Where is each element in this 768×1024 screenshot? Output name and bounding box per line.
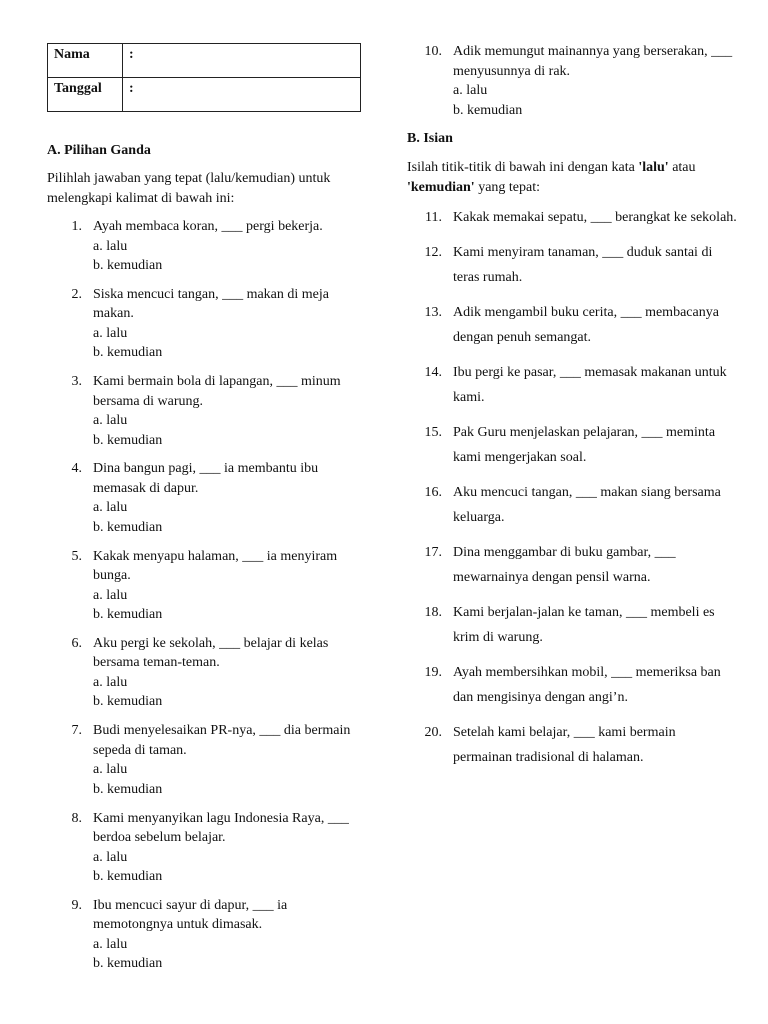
question-item [47, 547, 365, 625]
question-text: Kami menyanyikan lagu Indonesia Raya, ___ berdoa sebelum belajar. [93, 810, 349, 846]
question-number: 12. [424, 244, 442, 260]
question-text: Ayah membersihkan mobil, ___ memeriksa ban dan mengisinya dengan angi’n. [453, 664, 721, 705]
option-b[interactable]: b. kemudian [93, 869, 163, 885]
question-number: 5. [71, 548, 82, 564]
fill-in-item [407, 660, 737, 711]
keyword-lalu: 'lalu' [638, 160, 669, 175]
question-text: Kami menyiram tanaman, ___ duduk santai di teras rumah. [453, 244, 713, 285]
section-a-instruction: Pilihlah jawaban yang tepat (lalu/kemudian) untuk melengkapi kalimat di bawah ini: [47, 171, 331, 206]
question-number: 16. [424, 484, 442, 500]
question-text: Ibu pergi ke pasar, ___ memasak makanan untuk kami. [453, 364, 727, 405]
option-a[interactable]: a. lalu [93, 762, 128, 778]
question-number: 10. [424, 44, 442, 59]
section-a-title: A. Pilihan Ganda [47, 143, 151, 158]
fill-in-item [407, 480, 737, 531]
question-text: Kami berjalan-jalan ke taman, ___ membeli es krim di warung. [453, 604, 715, 645]
question-number: 2. [71, 286, 82, 302]
question-item [47, 809, 365, 887]
section-b-instruction [407, 158, 727, 197]
question-text: Dina bangun pagi, ___ ia membantu ibu memasak di dapur. [93, 461, 319, 496]
option-a[interactable]: a. lalu [93, 413, 128, 429]
option-a[interactable]: a. lalu [93, 325, 128, 341]
instruction-text-pre: Isilah titik-titik di bawah ini dengan kata [407, 160, 639, 175]
question-text: Dina menggambar di buku gambar, ___ mewarnainya dengan pensil warna. [453, 544, 676, 585]
question-number: 15. [424, 424, 442, 440]
question-number: 3. [71, 374, 82, 390]
option-a[interactable]: a. lalu [453, 83, 488, 98]
question-number: 13. [424, 304, 442, 320]
option-a[interactable]: a. lalu [93, 674, 128, 690]
date-label: Tanggal [48, 78, 123, 112]
date-field[interactable]: : [123, 78, 361, 112]
fill-in-list [407, 205, 737, 780]
fill-in-item [407, 360, 737, 411]
question-number: 19. [424, 664, 442, 680]
fill-in-item [407, 205, 737, 231]
fill-in-item [407, 300, 737, 351]
question-item [47, 721, 365, 799]
multiple-choice-list-continued [407, 42, 737, 120]
question-text: Kakak memakai sepatu, ___ berangkat ke sekolah. [453, 210, 737, 225]
question-item [407, 42, 737, 120]
question-number: 1. [71, 219, 82, 234]
option-a[interactable]: a. lalu [93, 849, 128, 865]
question-item [47, 634, 365, 712]
option-a[interactable]: a. lalu [93, 936, 128, 952]
option-a[interactable]: a. lalu [93, 587, 128, 603]
question-number: 11. [425, 210, 442, 225]
question-text: Ayah membaca koran, ___ pergi bekerja. [93, 219, 323, 234]
identity-table [47, 43, 361, 112]
question-number: 8. [71, 810, 82, 826]
question-text: Pak Guru menjelaskan pelajaran, ___ meminta kami mengerjakan soal. [453, 424, 716, 465]
question-text: Adik mengambil buku cerita, ___ membacanya dengan penuh semangat. [453, 304, 719, 345]
question-text: Kami bermain bola di lapangan, ___ minum bersama di warung. [93, 374, 341, 409]
question-number: 6. [71, 635, 82, 651]
question-number: 14. [424, 364, 442, 380]
instruction-text-post: yang tepat: [474, 179, 541, 195]
question-number: 20. [424, 724, 442, 740]
fill-in-item [407, 540, 737, 591]
option-b[interactable]: b. kemudian [93, 258, 163, 273]
question-number: 18. [424, 604, 442, 620]
question-text: Aku mencuci tangan, ___ makan siang bersama keluarga. [453, 484, 721, 525]
option-b[interactable]: b. kemudian [93, 694, 163, 710]
option-a[interactable]: a. lalu [93, 500, 128, 516]
multiple-choice-list [47, 217, 365, 983]
fill-in-item [407, 420, 737, 471]
question-text: Siska mencuci tangan, ___ makan di meja makan. [93, 286, 329, 322]
option-b[interactable]: b. kemudian [93, 519, 163, 535]
option-b[interactable]: b. kemudian [453, 102, 523, 118]
option-b[interactable]: b. kemudian [93, 781, 163, 797]
keyword-kemudian: 'kemudian' [407, 179, 475, 195]
name-row [48, 44, 361, 78]
question-number: 9. [71, 897, 82, 913]
question-item [47, 217, 365, 276]
option-a[interactable]: a. lalu [93, 238, 128, 254]
name-field[interactable]: : [123, 44, 361, 78]
question-item [47, 459, 365, 537]
option-b[interactable]: b. kemudian [93, 432, 163, 448]
option-b[interactable]: b. kemudian [93, 345, 163, 361]
question-number: 4. [71, 461, 82, 477]
question-text: Budi menyelesaikan PR-nya, ___ dia bermain sepeda di taman. [93, 723, 351, 758]
option-b[interactable]: b. kemudian [93, 607, 163, 623]
date-row [48, 78, 361, 112]
fill-in-item [407, 600, 737, 651]
question-text: Ibu mencuci sayur di dapur, ___ ia memotongnya untuk dimasak. [93, 897, 288, 933]
option-b[interactable]: b. kemudian [93, 956, 163, 972]
name-label: Nama [48, 44, 123, 78]
question-number: 17. [424, 544, 442, 560]
question-text: Adik memungut mainannya yang berserakan, ___ menyusunnya di rak. [453, 44, 733, 79]
question-item [47, 372, 365, 450]
section-b-title: B. Isian [407, 131, 453, 146]
question-text: Aku pergi ke sekolah, ___ belajar di kelas bersama teman-teman. [93, 635, 329, 671]
question-item [47, 896, 365, 974]
fill-in-item [407, 720, 737, 771]
question-number: 7. [71, 723, 82, 739]
question-item [47, 285, 365, 363]
fill-in-item [407, 240, 737, 291]
question-text: Kakak menyapu halaman, ___ ia menyiram bunga. [93, 548, 338, 584]
instruction-text-mid: atau [668, 160, 696, 175]
question-text: Setelah kami belajar, ___ kami bermain permainan tradisional di halaman. [453, 724, 676, 765]
